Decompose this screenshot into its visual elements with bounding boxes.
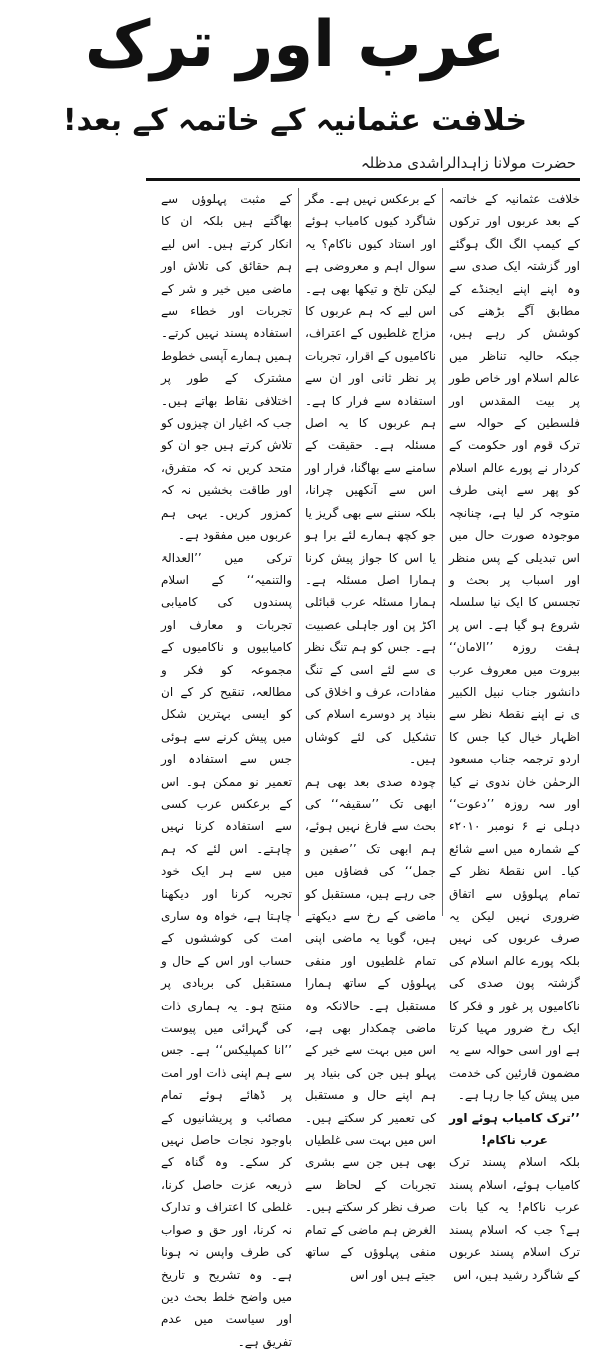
article-column-3 — [155, 188, 298, 916]
column-divider — [298, 188, 299, 916]
column-1-subheading: ’’ترک کامیاب ہوئے اور عرب ناکام! — [449, 1107, 580, 1152]
column-3-paragraph-1: کے مثبت پہلوؤں سے بھاگتے ہیں بلکہ ان کا انکار کرتے ہیں۔ اس لیے ہم حقائق کی تلاش اور ماضی میں خیر و شر کے تجربات اور خطاء سے استفادہ پسند نہیں کرتے۔ ہمیں ہمارے آپسی خطوط مشترک کے طور پر اختلافی نقاط بھاتے ہیں۔ جب کہ اغیار ان چیزوں کو تلاش کرتے ہیں جو ان کو متحد کریں نہ کہ متفرق، اور طاقت بخشیں نہ کہ کمزور کریں۔ یہی ہم عربوں میں مفقود ہے۔ — [161, 188, 292, 547]
article-column-2 — [299, 188, 442, 916]
column-2-paragraph-2: چودہ صدی بعد بھی ہم ابھی تک ’’سقیفہ‘‘ کی بحث سے فارغ نہیں ہوئے، ہم ابھی تک ’’صفین و جمل‘‘ کی فضاؤں میں جی رہے ہیں، مستقبل کو ماضی کے رخ سے دیکھتے ہیں، گویا یہ ماضی اپنی تمام غلطیوں اور منفی پہلوؤں کے ساتھ ہمارا مستقبل ہے۔ حالانکہ وہ ماضی چمکدار بھی ہے، اس میں بہت سے خیر کے پہلو ہیں جن کی بنیاد پر ہم اپنے حال و مستقبل کی تعمیر کر سکتے ہیں۔ اس میں بہت سی غلطیاں بھی ہیں جن سے بشری تجربات کے لحاظ سے صرف نظر کر سکتے ہیں۔ الغرض ہم ماضی کے تمام منفی پہلوؤں کے ساتھ جیتے ہیں اور اس — [305, 771, 436, 1286]
column-1-paragraph-1: خلافت عثمانیہ کے خاتمہ کے بعد عربوں اور ترکوں کے کیمپ الگ الگ ہوگئے اور گزشتہ ایک صدی سے وہ اپنے اپنے ایجنڈے کے مطابق آگے بڑھنے کی کوشش کر رہے ہیں، جبکہ حالیہ تناظر میں عالم اسلام اور خاص طور پر بیت المقدس اور فلسطین کے حوالہ سے ترک قوم اور حکومت کے کردار نے پورے عالم اسلام کو پھر سے اپنی طرف متوجہ کر لیا ہے، چنانچہ موجودہ صورت حال میں اس تبدیلی کے پس منظر اور اسباب پر بحث و تجسس کا ایک نیا سلسلہ شروع ہو گیا ہے۔ اس پر ہفت روزہ ’’الامان‘‘ بیروت میں معروف عرب دانشور جناب نبیل الکبیر ی نے اپنے نقطۂ نظر سے اظہار خیال کیا جس کا اردو ترجمہ جناب مسعود الرحمٰن خان ندوی نے کیا اور سہ روزہ ’’دعوت‘‘ دہلی نے ۶ نومبر ۲۰۱۰ء کے شمارہ میں اسے شائع کیا۔ اس نقطۂ نظر کے تمام پہلوؤں سے اتفاق ضروری نہیں لیکن یہ صرف عربوں کی نہیں بلکہ پورے عالم اسلام کی گزشتہ پون صدی کی ناکامیوں پر غور و فکر کا ایک رخ ضرور مہیا کرتا ہے اور اسی حوالہ سے یہ مضمون قارئین کی خدمت میں پیش کیا جا رہا ہے۔ — [449, 188, 580, 1107]
article-subheadline: خلافت عثمانیہ کے خاتمہ کے بعد! — [0, 100, 590, 142]
article-columns — [4, 188, 586, 916]
column-1-paragraph-2: بلکہ اسلام پسند ترک کامیاب ہوئے، اسلام پسند عرب ناکام! یہ کیا بات ہے؟ جب کہ اسلام پسند ترک اسلام پسند عربوں کے شاگرد رشید ہیں، اس — [449, 1151, 580, 1285]
byline-rule — [146, 178, 580, 181]
article-headline: عرب اور ترک — [0, 2, 590, 88]
article-column-1 — [443, 188, 586, 916]
column-2-paragraph-1: کے برعکس نہیں ہے۔ مگر شاگرد کیوں کامیاب ہوئے اور استاد کیوں ناکام؟ یہ سوال اہم و معروضی ہے لیکن تلخ و تیکھا بھی ہے۔ اس لیے کہ ہم عربوں کا مزاج غلطیوں کے اعتراف، ناکامیوں کے اقرار، تجربات پر نظر ثانی اور ان سے استفادہ سے فرار کا ہے۔ ہم عربوں کا یہ اصل مسئلہ ہے۔ حقیقت کے سامنے سے بھاگنا، فرار اور اس سے آنکھیں چرانا، بلکہ سننے سے بھی گریز یا جو کچھ ہمارے لئے برا ہو یا اس کا جواز پیش کرنا ہمارا اصل مسئلہ ہے۔ ہمارا مسئلہ عرب قبائلی اکڑ پن اور جاہلی عصبیت ہے۔ جس کو ہم تنگ نظر ی سے لئے اسی کے تنگ مفادات، عرف و اخلاق کی بنیاد پر دوسرے اسلام کی تشکیل کی لئے کوشاں ہیں۔ — [305, 188, 436, 771]
article-byline: حضرت مولانا زاہدالراشدی مدظلہ — [361, 153, 576, 173]
column-divider — [442, 188, 443, 916]
column-3-paragraph-2: ترکی میں ’’العدالۃ والتنمیہ‘‘ کے اسلام پسندوں کی کامیابی تجربات و معارف اور کامیابیوں و ناکامیوں کے مجموعہ کو فکر و مطالعہ، تنقیح کر کے ان کو ایسی بہترین شکل میں پیش کرنے سے ہوئی جس سے استفادہ اور تعمیر نو ممکن ہو۔ اس کے برعکس عرب کسی سے استفادہ کرنا نہیں چاہتے۔ اس لئے کہ ہم میں سے ہر ایک خود تجربہ کرنا اور دیکھنا چاہتا ہے، خواہ وہ ساری امت کی کوششوں کے حساب اور اس کے حال و مستقبل کی بربادی پر منتج ہو۔ یہ ہماری ذات کی گہرائی میں پیوست ’’انا کمپلیکس‘‘ ہے۔ جس سے ہم اپنی ذات اور امت پر ڈھائے ہوئے تمام مصائب و پریشانیوں کے باوجود نجات حاصل نہیں کر سکے۔ وہ گناہ کے ذریعہ عزت حاصل کرنا، غلطی کا اعتراف و تدارک نہ کرنا، اور حق و صواب کی طرف واپس نہ ہونا ہے۔ وہ تشریح و تاریخ میں واضح خلط بحث دین اور سیاست میں عدم تفریق ہے۔ — [161, 547, 292, 1353]
